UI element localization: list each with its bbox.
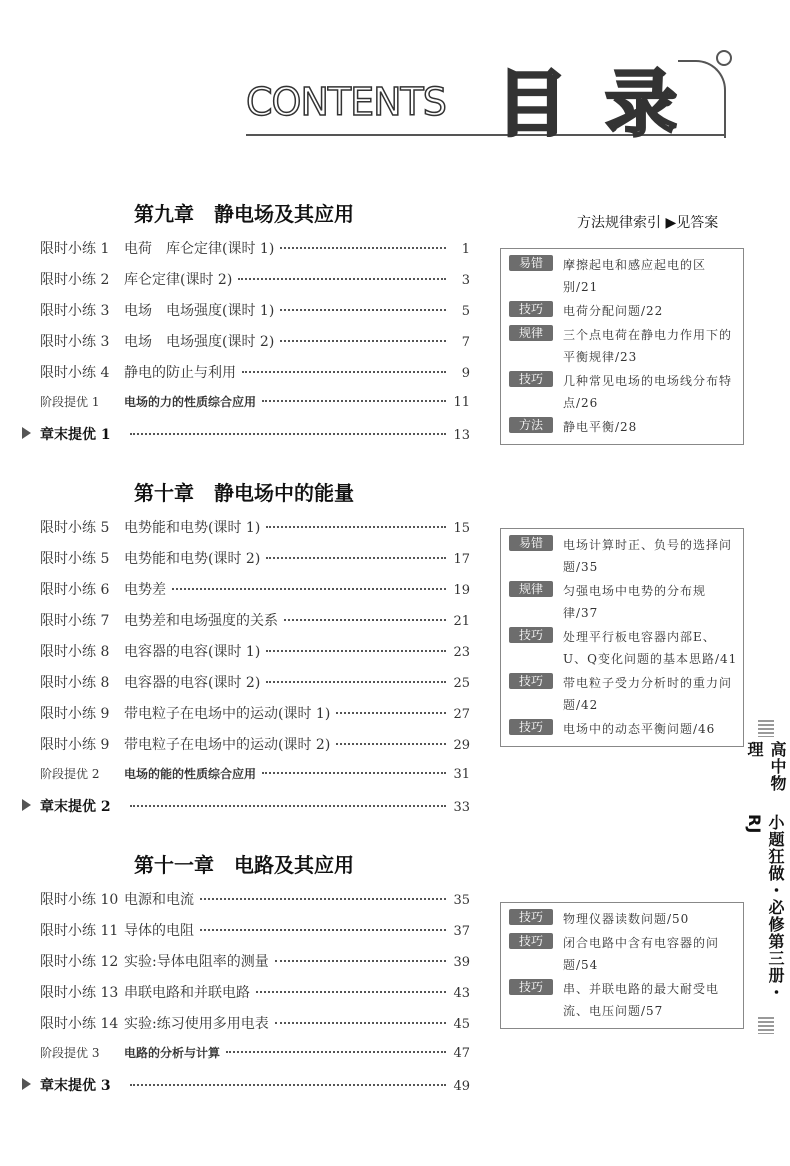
toc-entry-page: 9 [461,366,470,381]
dot-leader [226,1051,446,1053]
toc-entry[interactable] [40,269,470,300]
tip-text: 三个点电荷在静电力作用下的平衡规律/23 [563,328,733,364]
side-tab [745,720,787,1034]
dot-leader [200,929,446,931]
toc-entry-title: 带电粒子在电场中的运动(课时 1) [124,706,331,722]
dot-leader [284,619,446,621]
toc-entry-label: 限时小练 9 [40,737,110,753]
method-tip [509,416,739,438]
toc-entry-page: 7 [461,335,470,350]
toc-entry-label: 限时小练 14 [40,1016,119,1032]
toc-list-chapter-9 [40,238,470,455]
toc-entry-label: 限时小练 3 [40,334,110,350]
toc-entry-label: 限时小练 9 [40,706,110,722]
tip-text: 电场中的动态平衡问题/46 [563,722,716,736]
dot-leader [336,743,446,745]
toc-entry-title: 电势能和电势(课时 2) [124,551,261,567]
dot-leader [130,805,446,807]
toc-entry-page: 13 [453,428,470,443]
toc-entry-label: 阶段提优 3 [40,1046,100,1060]
toc-entry-page: 25 [453,676,470,691]
side-stripes-bottom [758,1017,774,1034]
dot-leader [336,712,446,714]
tip-tag-badge: 方法 [509,417,553,433]
toc-entry[interactable] [40,610,470,641]
toc-entry-label: 章末提优 3 [40,1078,111,1094]
dot-leader [266,526,446,528]
toc-entry-title: 电场的力的性质综合应用 [124,395,257,409]
side-stripes-top [758,720,774,737]
toc-entry[interactable] [40,1013,470,1044]
toc-entry-title: 带电粒子在电场中的运动(课时 2) [124,737,331,753]
dot-leader [130,1084,446,1086]
toc-entry-title: 电势差和电场强度的关系 [124,613,278,629]
dot-leader [280,309,446,311]
tip-text: 摩擦起电和感应起电的区别/21 [563,258,707,294]
triangle-marker-icon [22,799,31,811]
chapter-11-title: 第十一章 电路及其应用 [134,853,354,877]
toc-entry[interactable] [40,393,470,424]
toc-list-chapter-10 [40,517,470,827]
tip-tag-badge: 技巧 [509,933,553,949]
dot-leader [262,400,446,402]
header-dot [716,50,732,66]
toc-entry-page: 19 [453,583,470,598]
toc-entry[interactable] [40,331,470,362]
side-subject: 高中物理 [745,741,787,793]
toc-entry[interactable] [40,796,470,827]
tip-tag-badge: 技巧 [509,627,553,643]
tip-text: 电荷分配问题/22 [563,304,664,318]
toc-entry-label: 限时小练 8 [40,644,110,660]
toc-entry-label: 章末提优 1 [40,427,111,443]
contents-word: CONTENTS [246,80,446,124]
dot-leader [266,681,446,683]
toc-entry-page: 5 [461,304,470,319]
tip-tag-badge: 技巧 [509,301,553,317]
toc-entry[interactable] [40,238,470,269]
toc-entry-label: 限时小练 3 [40,303,110,319]
toc-entry-title: 电容器的电容(课时 2) [124,675,261,691]
toc-entry-page: 11 [453,395,470,410]
dot-leader [266,650,446,652]
toc-entry-page: 45 [453,1017,470,1032]
toc-entry-page: 31 [453,767,470,782]
toc-list-chapter-11 [40,889,470,1106]
toc-entry-label: 限时小练 6 [40,582,110,598]
method-tip [509,672,739,716]
toc-entry-page: 33 [453,800,470,815]
method-tip [509,908,739,930]
method-tip [509,580,739,624]
tip-text: 串、并联电路的最大耐受电流、电压问题/57 [563,982,720,1018]
toc-entry-title: 电场的能的性质综合应用 [124,767,257,781]
dot-leader [275,1022,446,1024]
toc-entry-page: 39 [453,955,470,970]
toc-entry-title: 电场 电场强度(课时 1) [124,303,275,319]
toc-entry-page: 3 [461,273,470,288]
toc-entry-page: 29 [453,738,470,753]
toc-entry-page: 27 [453,707,470,722]
method-tip [509,370,739,414]
tip-tag-badge: 规律 [509,581,553,597]
toc-entry[interactable] [40,703,470,734]
tip-tag-badge: 技巧 [509,673,553,689]
toc-entry-label: 限时小练 8 [40,675,110,691]
toc-entry-title: 电荷 库仑定律(课时 1) [124,241,275,257]
dot-leader [280,247,446,249]
toc-entry-label: 阶段提优 2 [40,767,100,781]
tip-tag-badge: 技巧 [509,979,553,995]
toc-entry[interactable] [40,920,470,951]
toc-entry-title: 导体的电阻 [124,923,194,939]
method-tip [509,718,739,740]
toc-entry[interactable] [40,765,470,796]
chapter-9-title: 第九章 静电场及其应用 [134,202,354,226]
method-tip [509,324,739,368]
toc-entry-label: 阶段提优 1 [40,395,100,409]
toc-entry-page: 49 [453,1079,470,1094]
dot-leader [266,557,446,559]
toc-entry[interactable] [40,517,470,548]
toc-entry[interactable] [40,1075,470,1106]
toc-entry[interactable] [40,951,470,982]
dot-leader [280,340,446,342]
tips-box-chapter-10 [500,528,744,747]
toc-entry[interactable] [40,424,470,455]
method-tip [509,300,739,322]
dot-leader [262,772,446,774]
dot-leader [238,278,446,280]
toc-entry-label: 限时小练 12 [40,954,119,970]
toc-entry-title: 串联电路和并联电路 [124,985,250,1001]
method-tip [509,254,739,298]
triangle-marker-icon [22,1078,31,1090]
header-arc [678,60,726,138]
toc-entry-title: 静电的防止与利用 [124,365,236,381]
toc-entry[interactable] [40,579,470,610]
toc-entry-page: 1 [461,242,470,257]
toc-entry-title: 电势差 [124,582,166,598]
toc-entry-label: 限时小练 2 [40,272,110,288]
dot-leader [242,371,446,373]
tip-tag-badge: 技巧 [509,371,553,387]
toc-entry-title: 电场 电场强度(课时 2) [124,334,275,350]
toc-entry-page: 15 [453,521,470,536]
tip-text: 带电粒子受力分析时的重力问题/42 [563,676,733,712]
toc-entry[interactable] [40,548,470,579]
toc-entry-page: 47 [453,1046,470,1061]
toc-entry-label: 章末提优 2 [40,799,111,815]
toc-entry-label: 限时小练 4 [40,365,110,381]
toc-entry-page: 23 [453,645,470,660]
method-tip [509,534,739,578]
tips-box-chapter-9 [500,248,744,445]
toc-entry-label: 限时小练 5 [40,551,110,567]
toc-entry-title: 库仑定律(课时 2) [124,272,233,288]
tip-text: 匀强电场中电势的分布规律/37 [563,584,707,620]
toc-entry[interactable] [40,362,470,393]
toc-entry[interactable] [40,672,470,703]
toc-entry-page: 21 [453,614,470,629]
toc-entry-page: 43 [453,986,470,1001]
tip-tag-badge: 易错 [509,535,553,551]
mulu-title: 目 录 [496,62,684,146]
tip-text: 处理平行板电容器内部E、U、Q变化问题的基本思路/41 [563,630,738,666]
tip-tag-badge: 技巧 [509,719,553,735]
method-tip [509,626,739,670]
toc-entry-title: 电势能和电势(课时 1) [124,520,261,536]
toc-entry-label: 限时小练 10 [40,892,119,908]
toc-entry-label: 限时小练 11 [40,923,119,939]
toc-entry-label: 限时小练 5 [40,520,110,536]
toc-entry-label: 限时小练 7 [40,613,110,629]
method-tip [509,978,739,1022]
tip-tag-badge: 易错 [509,255,553,271]
toc-entry-page: 35 [453,893,470,908]
toc-entry-title: 电容器的电容(课时 1) [124,644,261,660]
tip-text: 电场计算时正、负号的选择问题/35 [563,538,733,574]
toc-entry[interactable] [40,641,470,672]
triangle-marker-icon [22,427,31,439]
toc-entry[interactable] [40,300,470,331]
toc-entry-label: 限时小练 1 [40,241,110,257]
dot-leader [275,960,446,962]
chapter-10-title: 第十章 静电场中的能量 [134,481,354,505]
method-index-note: 方法规律索引 ▶见答案 [577,215,719,231]
toc-entry-title: 实验:导体电阻率的测量 [124,954,269,970]
tip-tag-badge: 规律 [509,325,553,341]
toc-entry-title: 电源和电流 [124,892,194,908]
tip-text: 几种常见电场的电场线分布特点/26 [563,374,733,410]
method-tip [509,932,739,976]
dot-leader [130,433,446,435]
dot-leader [200,898,446,900]
toc-entry-title: 电路的分析与计算 [124,1046,221,1060]
side-series: 小题狂做・必修第三册・RJ [745,814,785,1002]
toc-entry-page: 17 [453,552,470,567]
toc-entry[interactable] [40,982,470,1013]
toc-entry[interactable] [40,1044,470,1075]
tips-box-chapter-11 [500,902,744,1029]
toc-entry[interactable] [40,734,470,765]
dot-leader [172,588,446,590]
dot-leader [256,991,446,993]
tip-tag-badge: 技巧 [509,909,553,925]
toc-entry-title: 实验:练习使用多用电表 [124,1016,269,1032]
tip-text: 静电平衡/28 [563,420,638,434]
tip-text: 物理仪器读数问题/50 [563,912,690,926]
toc-entry-page: 37 [453,924,470,939]
toc-entry-label: 限时小练 13 [40,985,119,1001]
tip-text: 闭合电路中含有电容器的问题/54 [563,936,720,972]
toc-entry[interactable] [40,889,470,920]
